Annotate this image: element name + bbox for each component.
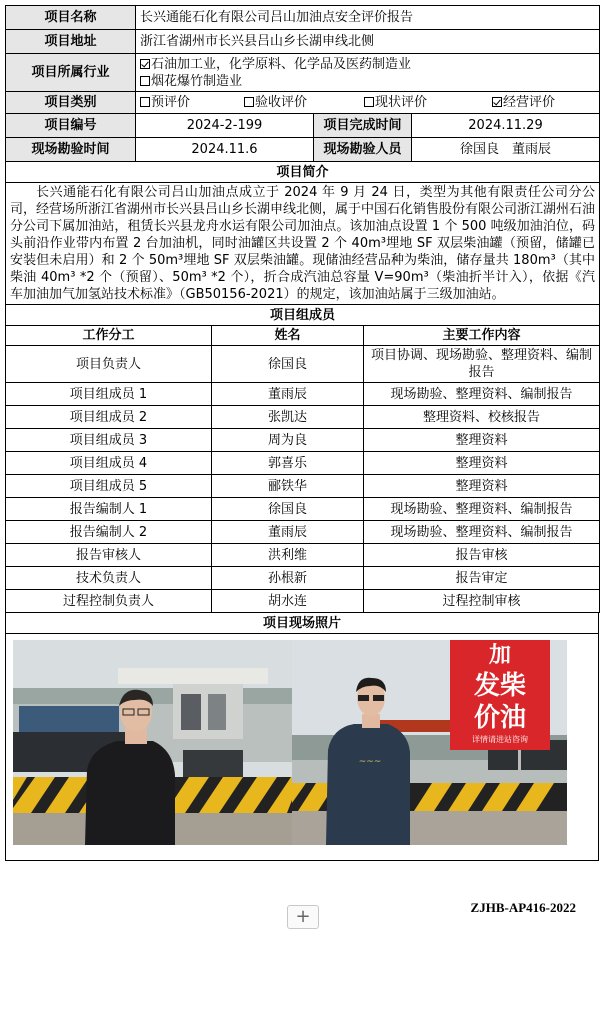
checkbox-empty-icon: [140, 76, 150, 86]
member-name: 徐国良: [212, 498, 364, 521]
survey-people: 徐国良 董雨辰: [412, 138, 600, 162]
member-role: 项目组成员 2: [6, 406, 212, 429]
industry-option-fireworks[interactable]: 烟花爆竹制造业: [140, 73, 595, 90]
member-row: [6, 475, 600, 498]
members-header-role: 工作分工: [6, 326, 212, 346]
intro-title: 项目简介: [6, 162, 600, 183]
shirt-print: ~~~: [358, 757, 382, 767]
member-role: 项目组成员 5: [6, 475, 212, 498]
evaluation-form: [5, 5, 599, 861]
survey-time: 2024.11.6: [136, 138, 314, 162]
checkbox-empty-icon: [364, 97, 374, 107]
member-role: 报告审核人: [6, 544, 212, 567]
member-role: 项目组成员 3: [6, 429, 212, 452]
member-row: [6, 521, 600, 544]
project-number: 2024-2-199: [136, 114, 314, 138]
survey-people-label: 现场勘验人员: [314, 138, 412, 162]
members-table: [5, 325, 600, 613]
member-role: 项目负责人: [6, 346, 212, 383]
member-work: 现场勘验、整理资料、编制报告: [364, 383, 600, 406]
survey-time-label: 现场勘验时间: [6, 138, 136, 162]
member-role: 项目组成员 1: [6, 383, 212, 406]
member-name: 徐国良: [212, 346, 364, 383]
member-row: [6, 544, 600, 567]
member-role: 报告编制人 1: [6, 498, 212, 521]
member-row: [6, 590, 600, 613]
member-name: 孙根新: [212, 567, 364, 590]
member-role: 报告编制人 2: [6, 521, 212, 544]
address-label: 项目地址: [6, 30, 136, 54]
member-name: 张凯达: [212, 406, 364, 429]
member-work: 整理资料: [364, 475, 600, 498]
site-photo-2: [292, 640, 567, 845]
members-title: 项目组成员: [6, 305, 600, 326]
member-role: 过程控制负责人: [6, 590, 212, 613]
category-option-operation[interactable]: 经营评价: [488, 94, 555, 111]
member-name: 董雨辰: [212, 521, 364, 544]
members-header-work: 主要工作内容: [364, 326, 600, 346]
site-photo-1: [13, 640, 292, 845]
checkbox-empty-icon: [140, 97, 150, 107]
member-name: 胡水连: [212, 590, 364, 613]
member-row: [6, 383, 600, 406]
site-photo-1-image: [13, 640, 292, 845]
member-role: 技术负责人: [6, 567, 212, 590]
checkbox-empty-icon: [244, 97, 254, 107]
member-name: 郦铁华: [212, 475, 364, 498]
member-row: [6, 406, 600, 429]
member-work: 现场勘验、整理资料、编制报告: [364, 498, 600, 521]
member-row: [6, 452, 600, 475]
member-name: 郭喜乐: [212, 452, 364, 475]
members-header-name: 姓名: [212, 326, 364, 346]
industry-options: [136, 54, 600, 92]
intro-text: 长兴通能石化有限公司吕山加油点成立于 2024 年 9 月 24 日，类型为其他有限责任公司分公司，经营场所浙江省湖州市长兴县吕山乡长湖申线北侧，属于中国石化销售股份有限公司浙江湖州石油分公司下属加油站，租赁长兴县龙舟水运有限公司加油点。该加油点设置 1 个 500 吨级加油泊位，码头前沿作业带内布置 2 台加油机，同时油罐区共设置 2 个 40m³埋地 SF 双层柴油罐（预留，储罐已安装但未启用）和 2 个 50m³埋地 SF 双层柴油罐。现储油经营品种为柴油，储存量共 180m³（其中柴油 40m³ *2 个（预留）、50m³ *2 个），折合成汽油总容量 V=90m³（柴油折半计入），依据《汽车加油加气加氢站技术标准》（GB50156-2021）的规定，该加油站属于三级加油站。: [6, 183, 600, 305]
category-option-pre[interactable]: 预评价: [136, 94, 240, 111]
category-options: [136, 92, 600, 114]
member-work: 报告审定: [364, 567, 600, 590]
member-name: 洪利维: [212, 544, 364, 567]
industry-option-petro[interactable]: 石油加工业，化学原料、化学品及医药制造业: [140, 56, 595, 73]
checkbox-checked-icon: [140, 59, 150, 69]
sign-line-2: 价油: [473, 703, 527, 733]
complete-time: 2024.11.29: [412, 114, 600, 138]
member-name: 周为良: [212, 429, 364, 452]
member-work: 整理资料: [364, 452, 600, 475]
site-photos: [6, 634, 598, 844]
photos-table: [5, 612, 599, 861]
category-label: 项目类别: [6, 92, 136, 114]
member-role: 项目组成员 4: [6, 452, 212, 475]
member-row: [6, 567, 600, 590]
member-row: [6, 346, 600, 383]
member-work: 过程控制审核: [364, 590, 600, 613]
project-address: 浙江省湖州市长兴县吕山乡长湖申线北侧: [136, 30, 600, 54]
add-button[interactable]: +: [287, 905, 319, 929]
member-name: 董雨辰: [212, 383, 364, 406]
form-code: ZJHB-AP416-2022: [470, 900, 576, 915]
member-work: 整理资料: [364, 429, 600, 452]
project-info-table: [5, 5, 600, 326]
checkbox-checked-icon: [492, 97, 502, 107]
member-work: 项目协调、现场勘验、整理资料、编制报告: [364, 346, 600, 383]
member-work: 现场勘验、整理资料、编制报告: [364, 521, 600, 544]
project-name: 长兴通能石化有限公司吕山加油点安全评价报告: [136, 6, 600, 30]
category-option-status[interactable]: 现状评价: [360, 94, 488, 111]
sign-small-text: 详情请进站咨询: [472, 735, 528, 744]
member-work: 整理资料、校核报告: [364, 406, 600, 429]
industry-label: 项目所属行业: [6, 54, 136, 92]
member-row: [6, 429, 600, 452]
member-row: [6, 498, 600, 521]
name-label: 项目名称: [6, 6, 136, 30]
complete-label: 项目完成时间: [314, 114, 412, 138]
sign-line-1: 发柴: [473, 671, 527, 701]
number-label: 项目编号: [6, 114, 136, 138]
sign-top: 加: [488, 643, 512, 668]
category-option-acceptance[interactable]: 验收评价: [240, 94, 360, 111]
site-photo-2-image: [292, 640, 567, 845]
member-work: 报告审核: [364, 544, 600, 567]
photos-title: 项目现场照片: [6, 613, 599, 634]
